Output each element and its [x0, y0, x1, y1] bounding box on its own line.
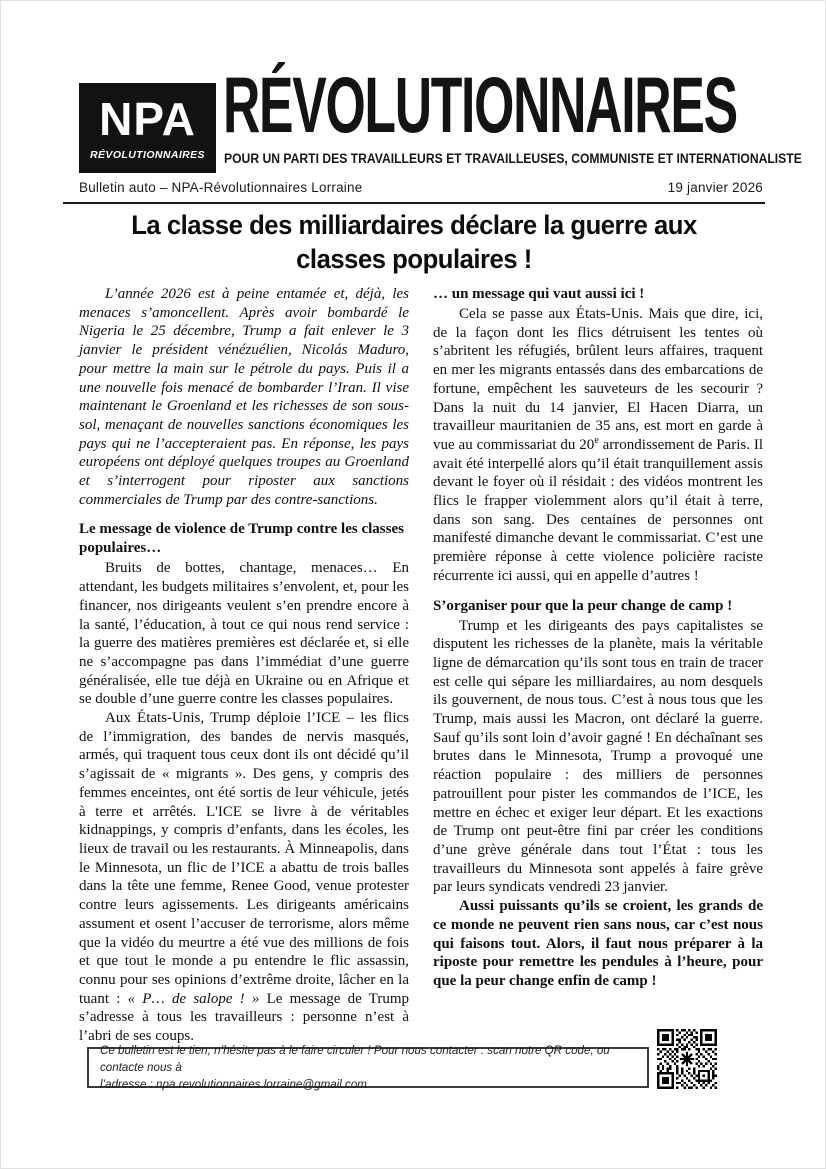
- superscript-e: e: [594, 434, 599, 446]
- bulletin-edition-label: Bulletin auto – NPA-Révolutionnaires Lorraine: [79, 180, 363, 195]
- quote-inline: « P… de salope ! »: [127, 990, 260, 1007]
- contact-line-1: Ce bulletin est le tien, n’hésite pas à le faire circuler ! Pour nous contacter : scan notre QR code, ou contacte nous à: [100, 1044, 610, 1074]
- masthead: [1, 1, 826, 205]
- npa-logo-subtext: RÉVOLUTIONNAIRES: [90, 148, 205, 161]
- paragraph-france-text: Cela se passe aux États-Unis. Mais que dire, ici, de la façon dont les flics détruisent les tentes où s’abritent les réfugiés, brûlent leurs affaires, traquent en mer les migrants entassés dans des embarcations de fortune, empêchent les sauveteurs de les secourir ? Dans la nuit du 14 janvier, El Hacen Diarra, un travailleur mauritanien de 35 ans, est mort en garde à vue au commissariat du 20: [433, 306, 763, 453]
- left-column: [79, 285, 409, 1046]
- right-column: [433, 285, 763, 1046]
- paragraph-france: [433, 305, 763, 586]
- bulletin-date: 19 janvier 2026: [667, 180, 763, 195]
- npa-logo-text: NPA: [99, 92, 196, 145]
- paragraph-ice-end: Le message de Trump s’adresse à tous les travailleurs : personne n’est à l’abri de ses coups.: [79, 990, 409, 1045]
- paragraph-france-end: arrondissement de Paris. Il avait été interpellé alors qu’il était tranquillement assis devant le foyer où il résidait : des vidéos montrent les flics le frapper violemment alors qu’il était à terre, dans son sang. Des centaines de personnes ont manifesté dimanche devant le commissariat. C’est une première réponse à cette violence policière raciste récurrente ici aussi, qui en appelle d’autres !: [433, 436, 763, 584]
- section-heading-violence: Le message de violence de Trump contre les classes populaires…: [79, 521, 404, 557]
- header-divider: [63, 202, 765, 204]
- masthead-subtitle: POUR UN PARTI DES TRAVAILLEURS ET TRAVAILLEUSES, COMMUNISTE ET INTERNATIONALISTE: [224, 151, 802, 166]
- npa-logo: [79, 83, 216, 173]
- paragraph-riposte: Trump et les dirigeants des pays capitalistes se disputent les richesses de la planète, mais la véritable ligne de démarcation qu’ils sont tous en train de tracer est celle qui sépare les milliardaires, au nom desquels ils gouvernent, de nous tous. C’est à nous tous que les Trump, mais aussi les Macron, ont déclaré la guerre. Sauf qu’ils sont loin d’avoir gagné ! En déchaînant ses brutes dans le Minnesota, Trump a provoqué une réaction populaire : des milliers de personnes patrouillent pour pister les commandos de l’ICE, les mettre en échec et exiger leur départ. Et les exactions de Trump ont peut-être fini par créer les conditions d’une grève générale dans tout l’État : tous les travailleurs du Minnesota sont appelés à faire grève par leurs syndicats vendredi 23 janvier.: [433, 617, 763, 896]
- qr-code-icon: [657, 1029, 717, 1089]
- paragraph-conclusion: Aussi puissants qu’ils se croient, les grands de ce monde ne peuvent rien sans nous, car c’est nous qui faisons tout. Alors, il faut nous préparer à la riposte pour remettre les pendules à l’heure, pour que la peur change enfin de camp !: [433, 898, 763, 989]
- intro-paragraph: L’année 2026 est à peine entamée et, déjà, les menaces s’amoncellent. Après avoir bombardé le Nigeria le 25 décembre, Trump a fait enlever le 3 janvier le président vénézuélien, Nicolás Maduro, pour mettre la main sur le pétrole du pays. Puis il a une nouvelle fois menacé de bombarder l’Iran. Il vise maintenant le Groenland et les richesses de son sous-sol, menaçant de nouvelles sanctions économiques les pays qui ne l’accepteraient pas. En réponse, les pays européens ont déployé quelques troupes au Groenland et s’interrogent pour riposter aux sanctions commerciales de Trump par des contre-sanctions.: [79, 286, 409, 508]
- section-heading-ici: … un message qui vaut aussi ici !: [433, 286, 645, 302]
- masthead-title: RÉVOLUTIONNAIRES: [223, 60, 737, 149]
- bulletin-info-row: [79, 180, 763, 195]
- section-heading-organiser: S’organiser pour que la peur change de camp !: [433, 597, 733, 614]
- paragraph-bruits: Bruits de bottes, chantage, menaces… En attendant, les budgets militaires s’envolent, et, pour les financer, nos dirigeants veulent s’en prendre encore à la santé, l’éducation, à tout ce qui nous rend service : la guerre des matières premières est déclarée et, si elle ne s’accompagne pas dans l’immédiat d’une guerre généralisée, elle tue déjà en Ukraine ou en Afrique et se double d’une guerre contre les classes populaires.: [79, 560, 409, 708]
- paragraph-ice-text: Aux États-Unis, Trump déploie l’ICE – les flics de l’immigration, des bandes de nervis masqués, armés, qui traquent tous ceux dont ils ont décidé qu’il s’agissait de « migrants ». Des gens, y compris des femmes enceintes, ont été sortis de leur véhicule, jetés à terre et arrêtés. L'ICE se livre à de véritables kidnappings, y compris d’enfants, dans les écoles, les lieux de travail ou les restaurants. À Minneapolis, dans le Minnesota, un flic de l’ICE a abattu de trois balles dans la tête une femme, Renee Good, venue protester contre leurs agissements. Les dirigeants américains assument et osent l’accuser de terrorisme, alors même que la vidéo du meurtre a été vue des millions de fois et que tout le monde a pu entendre le flic assassin, connu pour ses opinions d’extrême droite, lâcher en la tuant :: [79, 710, 409, 1007]
- contact-line-2: l’adresse : npa.revolutionnaires.lorraine@gmail.com: [100, 1078, 367, 1091]
- article-body: [79, 285, 763, 1046]
- page-title: La classe des milliardaires déclare la guerre aux classes populaires !: [131, 210, 697, 274]
- contact-box: [87, 1044, 649, 1091]
- qr-center-star-icon: [681, 1053, 693, 1065]
- paragraph-ice: [79, 709, 409, 1046]
